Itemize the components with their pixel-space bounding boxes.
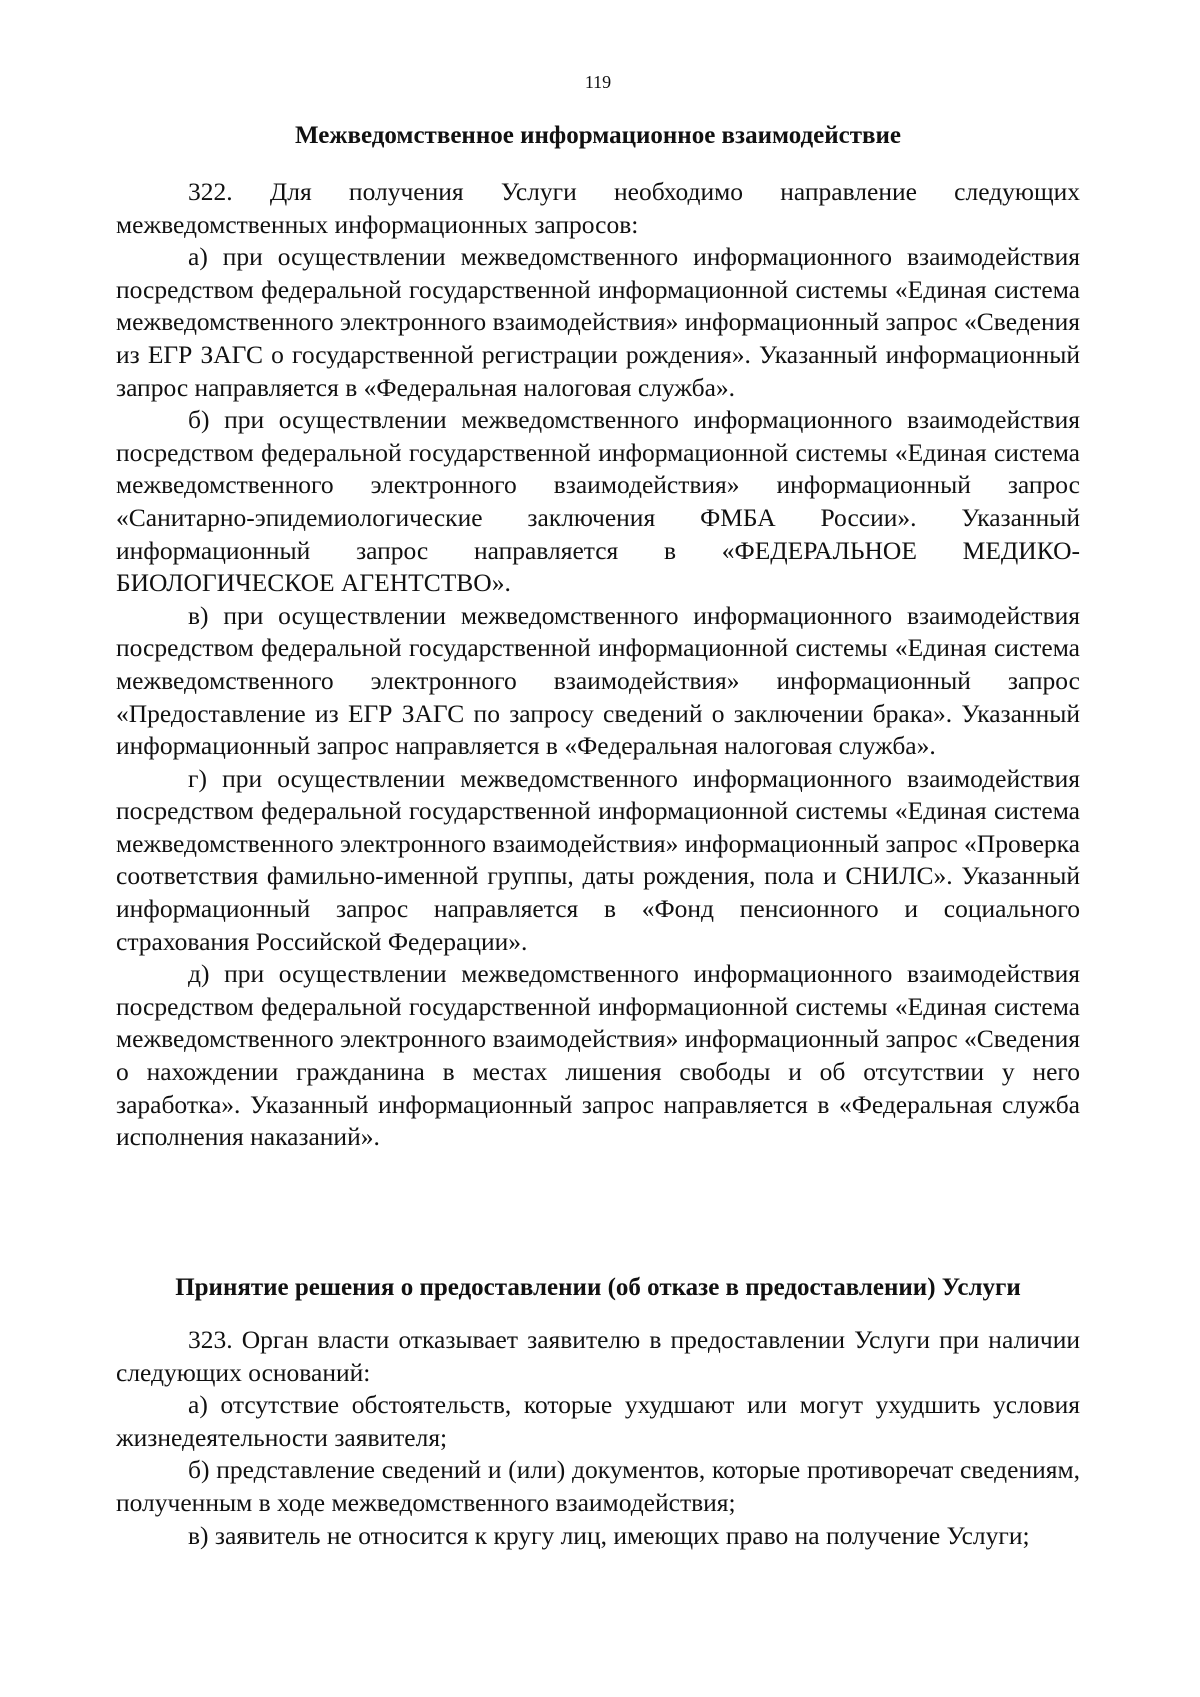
section-interagency-body [116,176,1080,1154]
paragraph-323-a: а) отсутствие обстоятельств, которые ухудшают или могут ухудшить условия жизнедеятельности заявителя; [116,1390,1080,1452]
paragraph-322-g: г) при осуществлении межведомственного информационного взаимодействия посредством федеральной государственной информационной системы «Единая система межведомственного электронного взаимодействия» информационный запрос «Проверка соответствия фамильно-именной группы, даты рождения, пола и СНИЛС». Указанный информационный запрос направляется в «Фонд пенсионного и социального страхования Российской Федерации». [116,763,1080,956]
paragraph-322: 322. Для получения Услуги необходимо направление следующих межведомственных информационных запросов: [116,177,1080,239]
paragraph-323-v: в) заявитель не относится к кругу лиц, имеющих право на получение Услуги; [188,1520,1030,1550]
paragraph-322-a: а) при осуществлении межведомственного информационного взаимодействия посредством федеральной государственной информационной системы «Единая система межведомственного электронного взаимодействия» информационный запрос «Сведения из ЕГР ЗАГС о государственной регистрации рождения». Указанный информационный запрос направляется в «Федеральная налоговая служба». [116,242,1080,402]
paragraph-322-d: д) при осуществлении межведомственного информационного взаимодействия посредством федеральной государственной информационной системы «Единая система межведомственного электронного взаимодействия» информационный запрос «Сведения о нахождении гражданина в местах лишения свободы и об отсутствии у него заработка». Указанный информационный запрос направляется в «Федеральная служба исполнения наказаний». [116,959,1080,1152]
paragraph-323-b: б) представление сведений и (или) документов, которые противоречат сведениям, полученным в ходе межведомственного взаимодействия; [116,1455,1080,1517]
paragraph-323: 323. Орган власти отказывает заявителю в предоставлении Услуги при наличии следующих оснований: [116,1325,1080,1387]
paragraph-322-v: в) при осуществлении межведомственного информационного взаимодействия посредством федеральной государственной информационной системы «Единая система межведомственного электронного взаимодействия» информационный запрос «Предоставление из ЕГР ЗАГС по запросу сведений о заключении брака». Указанный информационный запрос направляется в «Федеральная налоговая служба». [116,600,1080,761]
section-heading-interagency: Межведомственное информационное взаимодействие [295,122,901,149]
paragraph-322-b: б) при осуществлении межведомственного информационного взаимодействия посредством федеральной государственной информационной системы «Единая система межведомственного электронного взаимодействия» информационный запрос «Санитарно-эпидемиологические заключения ФМБА России». Указанный информационный запрос направляется в «ФЕДЕРАЛЬНОЕ МЕДИКО-БИОЛОГИЧЕСКОЕ АГЕНТСТВО». [116,405,1080,598]
section-heading-decision: Принятие решения о предоставлении (об отказе в предоставлении) Услуги [175,1274,1021,1301]
section-decision-body [116,1324,1080,1552]
page-number: 119 [584,72,612,92]
